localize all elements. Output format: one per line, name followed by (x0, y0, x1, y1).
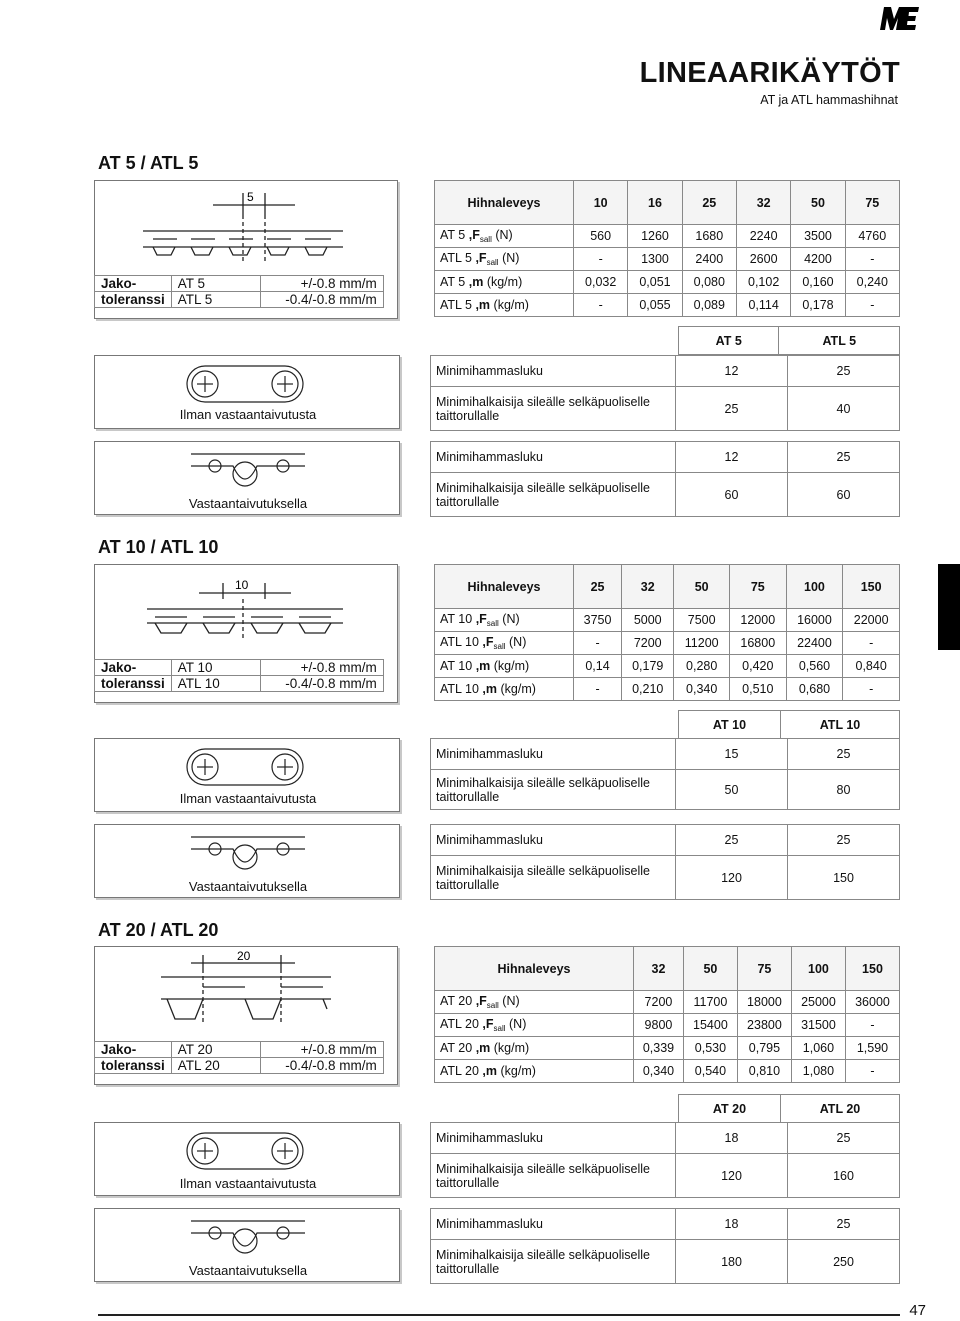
pitch-label: 5 (247, 190, 254, 204)
page-subtitle: AT ja ATL hammashihnat (760, 93, 898, 107)
min-table-vasta-at10: Minimihammasluku 25 25 Minimihalkaisija sileälle selkäpuoliselle taittorullalle 120 150 (430, 824, 900, 900)
section-title-at20: AT 20 / ATL 20 (98, 920, 219, 940)
min-header-at5: AT 5 ATL 5 (678, 326, 900, 355)
spec-table-at20: Hihnaleveys 32 50 75 100 150 AT 20 $,F_{sall}$ (N) 7200 11700 18000 25000 36000 ATL 20 $,F_{sall}$ (N) 9800 15400 23800 31500 - AT 20 ,m (kg/m) 0,339 0,530 0,795 1,060 1,590 ATL 20 ,m (kg/m) 0,340 0,540 0,810 1,080 - (434, 946, 900, 1083)
me-logo (878, 4, 920, 32)
drawing-caption: Vastaantaivutuksella (188, 1263, 308, 1278)
drawing-box-vasta-at20 (94, 1208, 400, 1282)
pitch-label: 10 (235, 578, 249, 592)
drawing-caption: Ilman vastaantaivutusta (179, 407, 317, 422)
tolerance-box-at20 (94, 946, 398, 1085)
drawing-caption: Ilman vastaantaivutusta (179, 1176, 317, 1191)
drawing-box-ilman-at20 (94, 1122, 400, 1196)
footer-rule (98, 1314, 900, 1316)
tolerance-box-at10 (94, 564, 398, 703)
min-header-at20: AT 20 ATL 20 (678, 1094, 900, 1123)
min-table-ilman-at20: Minimihammasluku 18 25 Minimihalkaisija sileälle selkäpuoliselle taittorullalle 120 160 (430, 1122, 900, 1198)
pitch-label: 20 (237, 949, 251, 963)
page-number: 47 (909, 1302, 926, 1319)
spec-table-at10: Hihnaleveys 25 32 50 75 100 150 AT 10 $,F_{sall}$ (N) 3750 5000 7500 12000 16000 22000 ATL 10 $,F_{sall}$ (N) - 7200 11200 16800 22400 - AT 10 ,m (kg/m) 0,14 0,179 0,280 0,420 0,560 0,840 ATL 10 ,m (kg/m) - 0,210 0,340 0,510 0,680 - (434, 564, 900, 701)
min-header-at10: AT 10 ATL 10 (678, 710, 900, 739)
drawing-caption: Vastaantaivutuksella (188, 879, 308, 894)
section-title-at5: AT 5 / ATL 5 (98, 153, 199, 173)
min-table-vasta-at20: Minimihammasluku 18 25 Minimihalkaisija sileälle selkäpuoliselle taittorullalle 180 250 (430, 1208, 900, 1284)
page-title: LINEAARIKÄYTÖT (639, 57, 900, 89)
drawing-box-vasta-at5 (94, 441, 400, 515)
min-table-ilman-at5: Minimihammasluku 12 25 Minimihalkaisija sileälle selkäpuoliselle taittorullalle 25 40 (430, 355, 900, 431)
tolerance-table: Jako- AT 5 +/-0.8 mm/m toleranssi ATL 5 -0.4/-0.8 mm/m (94, 275, 384, 308)
drawing-caption: Vastaantaivutuksella (188, 496, 308, 511)
tolerance-table: Jako- AT 10 +/-0.8 mm/m toleranssi ATL 10 -0.4/-0.8 mm/m (94, 659, 384, 692)
section-title-at10: AT 10 / ATL 10 (98, 537, 219, 557)
drawing-box-ilman-at10 (94, 738, 400, 812)
section-tab-marker (938, 564, 960, 650)
min-table-vasta-at5: Minimihammasluku 12 25 Minimihalkaisija sileälle selkäpuoliselle taittorullalle 60 60 (430, 441, 900, 517)
drawing-box-ilman-at5 (94, 355, 400, 429)
min-table-ilman-at10: Minimihammasluku 15 25 Minimihalkaisija sileälle selkäpuoliselle taittorullalle 50 80 (430, 738, 900, 810)
tolerance-box-at5 (94, 180, 398, 319)
spec-table-at5: Hihnaleveys 10 16 25 32 50 75 AT 5 $,F_{sall}$ (N) 560 1260 1680 2240 3500 4760 ATL 5 $,F_{sall}$ (N) - 1300 2400 2600 4200 - AT 5 ,m (kg/m) 0,032 0,051 0,080 0,102 0,160 0,240 ATL 5 ,m (kg/m) - 0,055 0,089 0,114 0,178 - (434, 180, 900, 317)
tolerance-table: Jako- AT 20 +/-0.8 mm/m toleranssi ATL 20 -0.4/-0.8 mm/m (94, 1041, 384, 1074)
drawing-box-vasta-at10 (94, 824, 400, 898)
drawing-caption: Ilman vastaantaivutusta (179, 791, 317, 806)
